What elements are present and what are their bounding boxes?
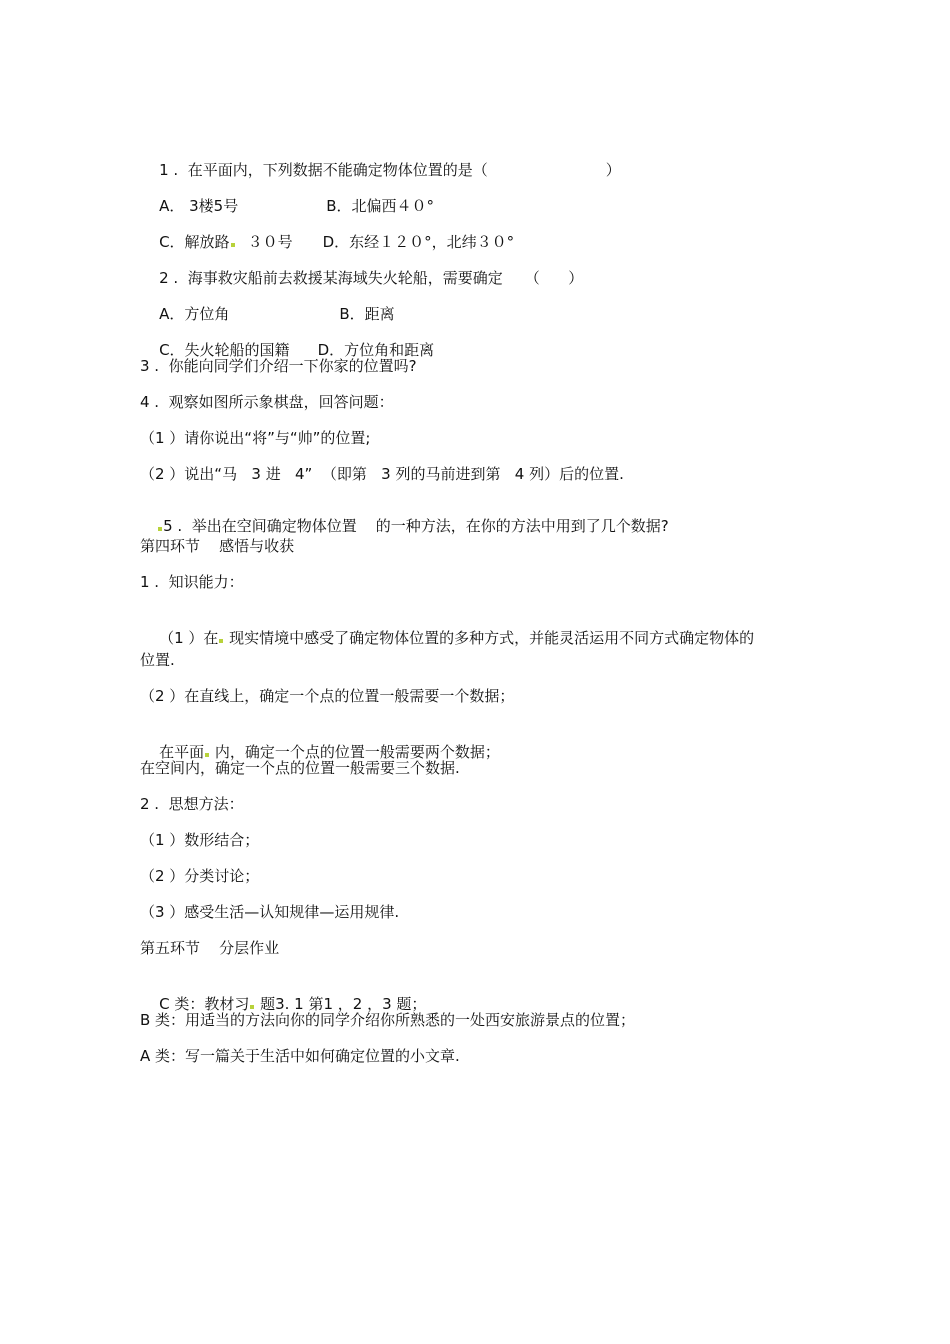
section-4-title: 第四环节 感悟与收获 — [140, 537, 295, 555]
knowledge-ability-1-rest: 现实情境中感受了确定物体位置的多种方式，并能灵活运用不同方式确定物体的 — [224, 629, 755, 647]
option-c-suffix: ３０号 — [247, 233, 293, 251]
homework-b: B 类：用适当的方法向你的同学介绍你所熟悉的一处西安旅游景点的位置； — [140, 1011, 636, 1029]
knowledge-ability-2: （2 ）在直线上，确定一个点的位置一般需要一个数据； — [140, 687, 515, 705]
option-c: C．失火轮船的国籍 — [159, 341, 290, 359]
question-4-part-1: （1 ）请你说出“将”与“帅”的位置; — [140, 429, 371, 447]
knowledge-ability-1-start: （1 ）在 — [159, 629, 219, 647]
knowledge-ability-4: 在空间内，确定一个点的位置一般需要三个数据. — [140, 759, 460, 777]
knowledge-ability-1 — [140, 608, 754, 668]
thinking-method-1: （1 ）数形结合； — [140, 831, 260, 849]
question-2-paren: （ ） — [524, 269, 584, 287]
thinking-method-2: （2 ）分类讨论； — [140, 867, 260, 885]
option-c: C．解放路 — [159, 233, 230, 251]
highlight-mark — [158, 527, 162, 531]
question-3: 3 . 你能向同学们介绍一下你家的位置吗? — [140, 357, 417, 375]
question-4: 4 . 观察如图所示象棋盘，回答问题： — [140, 393, 394, 411]
question-5-text: 5 . 举出在空间确定物体位置 的一种方法，在你的方法中用到了几个数据? — [163, 517, 669, 535]
highlight-mark — [205, 753, 209, 757]
option-d: D．东经１２０°，北纬３０° — [322, 233, 515, 251]
option-a: A． 3楼5号 — [159, 197, 239, 215]
option-d: D．方位角和距离 — [317, 341, 435, 359]
question-1-paren-close: ） — [605, 161, 621, 179]
thinking-method-3: （3 ）感受生活—认知规律—运用规律. — [140, 903, 400, 921]
homework-c-start: C 类：教材习 — [159, 995, 250, 1013]
highlight-mark — [231, 243, 235, 247]
knowledge-ability-1-cont: 位置. — [140, 651, 175, 669]
section-5-title: 第五环节 分层作业 — [140, 939, 280, 957]
question-1-text: 1 . 在平面内，下列数据不能确定物体位置的是（ — [159, 161, 488, 179]
option-a: A．方位角 — [159, 305, 230, 323]
knowledge-ability-heading: 1 . 知识能力： — [140, 573, 244, 591]
question-4-part-2: （2 ）说出“马 3 进 4” （即第 3 列的马前进到第 4 列）后的位置. — [140, 465, 624, 483]
homework-c-rest: 题3. 1 第1 ，2 ，3 题； — [255, 995, 427, 1013]
thinking-method-heading: 2 . 思想方法： — [140, 795, 244, 813]
highlight-mark — [219, 639, 223, 643]
question-2-text: 2 . 海事救灾船前去救援某海域失火轮船，需要确定 — [159, 269, 503, 287]
option-b: B．距离 — [339, 305, 395, 323]
highlight-mark — [250, 1005, 254, 1009]
knowledge-ability-3-rest: 内，确定一个点的位置一般需要两个数据； — [210, 743, 500, 761]
knowledge-ability-3-start: 在平面 — [159, 743, 205, 761]
homework-a: A 类：写一篇关于生活中如何确定位置的小文章. — [140, 1047, 460, 1065]
option-b: B．北偏西４０° — [326, 197, 434, 215]
